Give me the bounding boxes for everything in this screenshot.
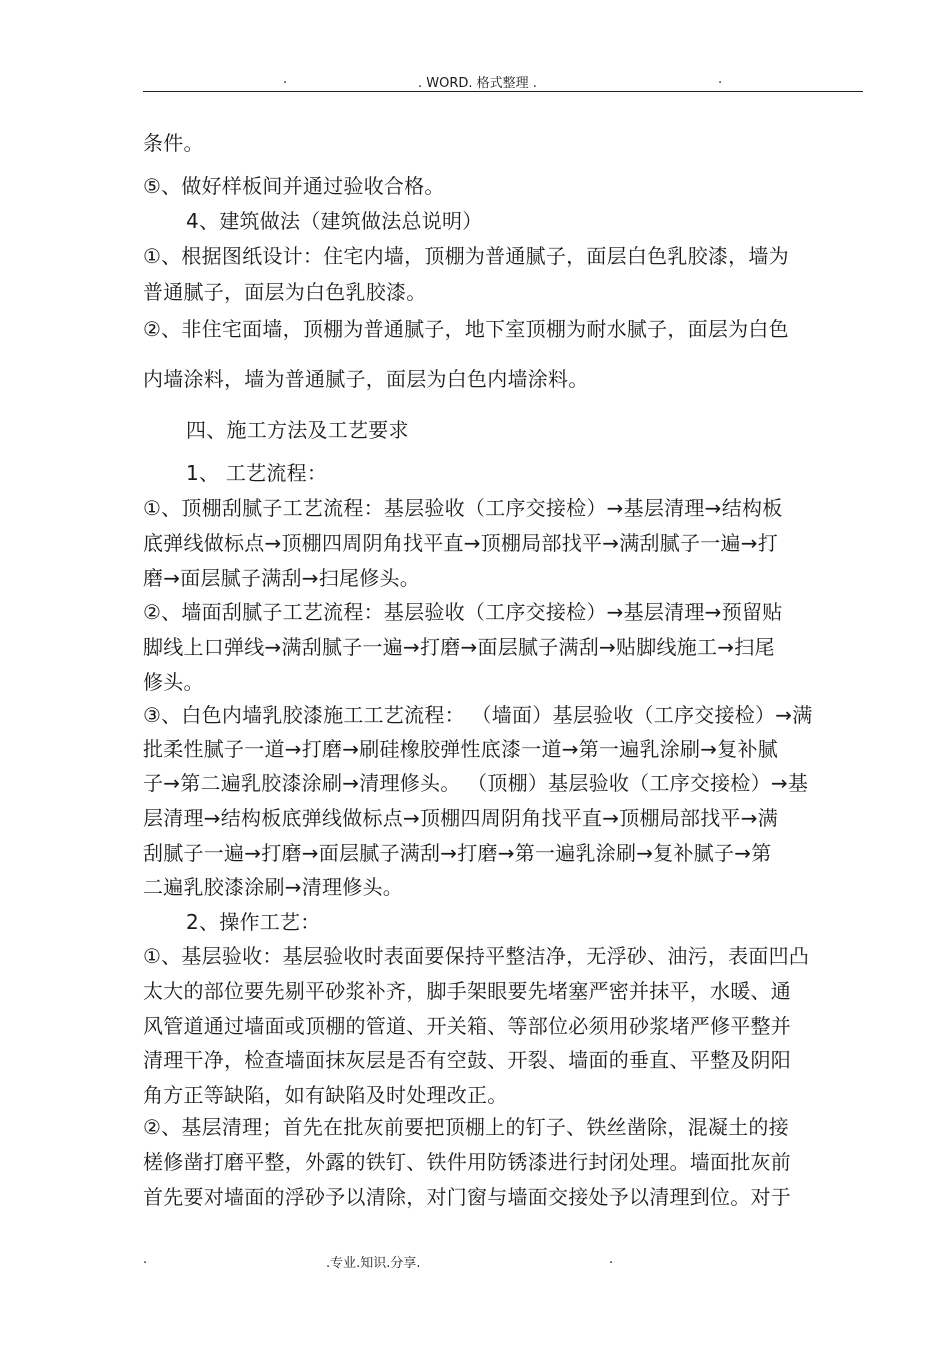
text-line: 内墙涂料，墙为普通腻子，面层为白色内墙涂料。	[143, 367, 589, 391]
text-line: ①、基层验收：基层验收时表面要保持平整洁净，无浮砂、油污，表面凹凸	[143, 944, 810, 968]
text-line: ②、基层清理；首先在批灰前要把顶棚上的钉子、铁丝凿除，混凝土的接	[143, 1115, 789, 1139]
text-line: 二遍乳胶漆涂刷→清理修头。	[143, 875, 404, 899]
text-line: 子→第二遍乳胶漆涂刷→清理修头。 （顶棚）基层验收（工序交接检）→基	[143, 771, 809, 795]
text-line: ②、墙面刮腻子工艺流程：基层验收（工序交接检）→基层清理→预留贴	[143, 600, 783, 624]
text-line: 修头。	[143, 670, 204, 694]
text-line: 底弹线做标点→顶棚四周阴角找平直→顶棚局部找平→满刮腻子一遍→打	[143, 531, 779, 555]
text-line: 风管道通过墙面或顶棚的管道、开关箱、等部位必须用砂浆堵严修平整并	[143, 1014, 791, 1038]
text-line: ②、非住宅面墙，顶棚为普通腻子，地下室顶棚为耐水腻子，面层为白色	[143, 317, 789, 341]
header-title: . WORD. 格式整理 .	[418, 76, 537, 91]
text-line: 清理干净，检查墙面抹灰层是否有空鼓、开裂、墙面的垂直、平整及阴阳	[143, 1048, 791, 1072]
section-heading: 1、 工艺流程：	[186, 461, 328, 485]
text-line: 角方正等缺陷，如有缺陷及时处理改正。	[143, 1083, 508, 1107]
text-line: ⑤、做好样板间并通过验收合格。	[143, 174, 445, 198]
text-line: 磨→面层腻子满刮→扫尾修头。	[143, 566, 421, 590]
header-right-dot: .	[718, 72, 723, 87]
text-line: 普通腻子，面层为白色乳胶漆。	[143, 280, 427, 304]
footer-right-dot: .	[609, 1252, 614, 1267]
section-heading: 2、操作工艺：	[186, 910, 321, 934]
header-rule	[143, 91, 863, 92]
section-heading: 4、建筑做法（建筑做法总说明）	[186, 209, 483, 233]
section-heading: 四、施工方法及工艺要求	[186, 418, 409, 442]
footer-left-dot: .	[143, 1252, 148, 1267]
text-line: 批柔性腻子一道→打磨→刷硅橡胶弹性底漆一道→第一遍乳涂刷→复补腻	[143, 737, 779, 761]
text-line: 脚线上口弹线→满刮腻子一遍→打磨→面层腻子满刮→贴脚线施工→扫尾	[143, 635, 775, 659]
text-line: ①、根据图纸设计：住宅内墙，顶棚为普通腻子，面层白色乳胶漆，墙为	[143, 244, 789, 268]
text-line: 层清理→结构板底弹线做标点→顶棚四周阴角找平直→顶棚局部找平→满	[143, 806, 779, 830]
text-line: 首先要对墙面的浮砂予以清除，对门窗与墙面交接处予以清理到位。对于	[143, 1185, 791, 1209]
text-line: 条件。	[143, 131, 204, 155]
text-line: ③、白色内墙乳胶漆施工工艺流程： （墙面）基层验收（工序交接检）→满	[143, 703, 813, 727]
text-line: 槎修凿打磨平整，外露的铁钉、铁件用防锈漆进行封闭处理。墙面批灰前	[143, 1150, 791, 1174]
text-line: 太大的部位要先剔平砂浆补齐，脚手架眼要先堵塞严密并抹平，水暖、通	[143, 979, 791, 1003]
text-line: ①、顶棚刮腻子工艺流程：基层验收（工序交接检）→基层清理→结构板	[143, 496, 783, 520]
text-line: 刮腻子一遍→打磨→面层腻子满刮→打磨→第一遍乳涂刷→复补腻子→第	[143, 841, 772, 865]
footer-text: .专业.知识.分享.	[326, 1256, 421, 1271]
header-left-dot: .	[283, 72, 288, 87]
